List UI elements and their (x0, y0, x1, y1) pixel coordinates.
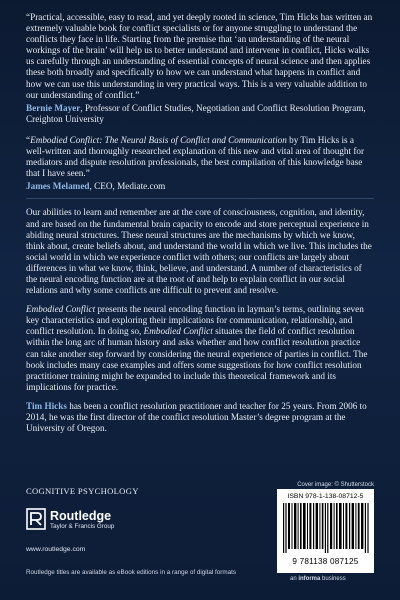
isbn-text: ISBN 978-1-138-08712-5 (287, 493, 364, 500)
barcode-icon (283, 503, 369, 553)
quote-1-affiliation: , Professor of Conflict Studies, Negotiation and Conflict Resolution Program, Creighton University (26, 102, 366, 124)
informa-label (290, 576, 346, 582)
informa-prefix: an (290, 576, 299, 582)
cover-image-credit: Cover image: © Shutterstock (297, 482, 374, 488)
routledge-logo-icon (26, 508, 46, 530)
quote-1-text: “Practical, accessible, easy to read, and yet deeply rooted in science, Tim Hicks has written an extremely valuable book for conflict specialists or for anyone struggling to understand the conflicts they face in life. Starting from the premise that ‘an understanding of the neural workings of the brain’ will help us to better understand and intervene in conflict, Hicks walks us carefully through an understanding of essential concepts of neural science and then applies these both broadly and specifically to how we can understand what happens in conflict and how we can use this understanding in very practical ways. This is a very valuable addition to our understanding of conflict.” (26, 12, 373, 100)
quote-2-book-title: Embodied Conflict: The Neural Basis of Conflict and Communication (30, 134, 287, 145)
description-p2-part-b: situates the field of conflict resolution within the long arc of human history and asks whether and how conflict resolution practice can take another step forward by considering the neural experience of parties in conflict. The book includes many case examples and offers some suggestions for how conflict resolution practitioner training might be expanded to include this theoretical framework and its implications for practice. (26, 326, 368, 392)
quote-2-open-quote: “ (26, 134, 31, 145)
publisher-group: Taylor & Francis Group (50, 523, 115, 530)
text-column (26, 12, 374, 434)
informa-bold: informa (298, 576, 321, 582)
description-paragraph-2 (26, 304, 374, 393)
description-paragraph-1: Our abilities to learn and remember are at the core of consciousness, cognition, and identity, and are based on the fundamental brain capacity to encode and store perceptual experience in abiding neural structures. These neural structures are the mechanisms by which we know, think about, create beliefs about, and understand the world in which we live. This includes the social world in which we experience conflict with others; our conflicts are largely about differences in what we know, think, believe, and understand. A number of characteristics of the neural encoding function are at the root of and help to explain conflict in our social relations and why some conflicts are difficult to prevent and resolve. (26, 207, 372, 296)
quote-2-body: by Tim Hicks is a well-written and thoroughly researched explanation of this new and vital area of thought for mediators and dispute resolution professionals, the best compilation of this knowledge base that I have seen.” (26, 134, 365, 179)
quote-2-author: James Melamed (26, 181, 90, 192)
quote-2-text (26, 135, 374, 179)
quote-1-attribution (26, 103, 374, 125)
ebook-note: Routledge titles are available as eBook editions in a range of digital formats (26, 569, 237, 576)
bio-name: Tim Hicks (26, 400, 67, 411)
quote-2-attribution (26, 181, 374, 192)
publisher-website[interactable]: www.routledge.com (26, 546, 86, 553)
barcode-digits: 9 781138 087125 (292, 557, 359, 566)
quote-1-author: Bernie Mayer (26, 102, 81, 113)
quote-2-affiliation: , CEO, Mediate.com (89, 181, 166, 192)
divider (26, 198, 374, 199)
informa-rest: business (320, 576, 346, 582)
description-title-1: Embodied Conflict (26, 304, 96, 315)
publisher-name: Routledge (50, 509, 112, 523)
category-label: COGNITIVE PSYCHOLOGY (26, 486, 139, 496)
description-p2-part-a: presents the neural encoding function in layman’s terms, outlining seven key characteristics and exploring their implications for communication, relationship, and conflict resolution. In doing so, (26, 304, 364, 337)
author-bio (26, 401, 374, 434)
description-title-2: Embodied Conflict (143, 326, 213, 337)
publisher-logo (26, 508, 226, 538)
barcode-panel (277, 489, 374, 573)
bio-text: has been a conflict resolution practitioner and teacher for 25 years. From 2006 to 2014, he was the first director of the conflict resolution Master’s degree program at the University of Oregon. (26, 400, 367, 434)
